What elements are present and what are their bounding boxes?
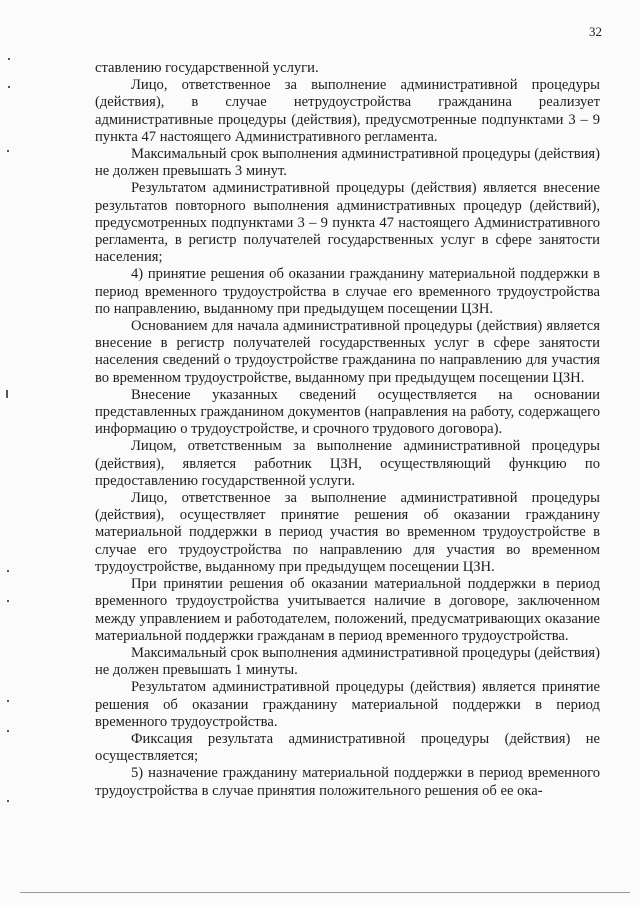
scan-speck — [8, 86, 10, 88]
scan-speck — [7, 150, 9, 152]
page-number: 32 — [589, 24, 602, 39]
scan-speck — [7, 570, 9, 572]
scan-speck — [7, 800, 9, 802]
paragraph-responsible-person: Лицо, ответственное за выполнение административной процедуры (действия), в случае нетрудоустройства гражданина реализует административные процедуры (действия), предусмотренные подпунктами 3 – 9 пункта 47 настоящего Административного регламента. — [95, 77, 600, 145]
paragraph-decision: Лицо, ответственное за выполнение административной процедуры (действия), осуществляет принятие решения об оказании гражданину материальной поддержки в период участия во временном трудоустройстве в случае его трудоустройства по направлению для участия во временном трудоустройстве, выданному при предыдущем посещении ЦЗН. — [95, 490, 600, 575]
paragraph-item-5: 5) назначение гражданину материальной поддержки в период временного трудоустройства в случае принятия положительного решения об ее ока- — [95, 765, 600, 799]
paragraph-continuation: ставлению государственной услуги. — [95, 60, 319, 76]
scan-bottom-edge — [20, 892, 630, 893]
paragraph-max-time-3-minutes: Максимальный срок выполнения административной процедуры (действия) не должен превышать 3 минут. — [95, 146, 600, 180]
scan-margin-marks — [0, 0, 30, 905]
paragraph-basis: Основанием для начала административной процедуры (действия) является внесение в регистр получателей государственных услуг в сфере занятости населения сведений о трудоустройстве гражданина по направлению для участия во временном трудоустройстве, выданному при предыдущем посещении ЦЗН. — [95, 318, 600, 386]
paragraph-max-time-1-minute: Максимальный срок выполнения административной процедуры (действия) не должен превышать 1 минуты. — [95, 644, 600, 679]
paragraph-procedure-result: Результатом административной процедуры (действия) является внесение результатов повторного выполнения административных процедур (действий), предусмотренных подпунктами 3 – 9 пункта 47 настоящего Административного регламента, в регистр получателей государственных услуг в сфере занятости населения; — [95, 180, 600, 266]
paragraph-contract-provisions: При принятии решения об оказании материальной поддержки в период временного трудоустройства учитывается наличие в договоре, заключенном между управлением и работодателем, положений, предусматривающих оказание материальной поддержки гражданам в период временного трудоустройства. — [95, 576, 600, 644]
scan-speck — [8, 58, 10, 60]
paragraph-responsible-employee: Лицом, ответственным за выполнение административной процедуры (действия), является работник ЦЗН, осуществляющий функцию по предоставлению государственной услуги. — [95, 438, 600, 489]
scan-speck — [7, 600, 9, 602]
scan-speck — [6, 390, 8, 398]
body-text — [95, 60, 600, 800]
paragraph-item-4: 4) принятие решения об оказании гражданину материальной поддержки в период временного трудоустройства в случае его временного трудоустройства по направлению, выданному при предыдущем посещении ЦЗН. — [95, 266, 600, 317]
paragraph-data-entry: Внесение указанных сведений осуществляется на основании представленных гражданином документов (направления на работу, содержащего информацию о трудоустройстве, и срочного трудового договора). — [95, 386, 600, 438]
paragraph-decision-result: Результатом административной процедуры (действия) является принятие решения об оказании гражданину материальной поддержки в период временного трудоустройства. — [95, 679, 600, 730]
paragraph-no-fixation: Фиксация результата административной процедуры (действия) не осуществляется; — [95, 730, 600, 765]
scan-speck — [7, 730, 9, 732]
scan-speck — [7, 700, 9, 702]
